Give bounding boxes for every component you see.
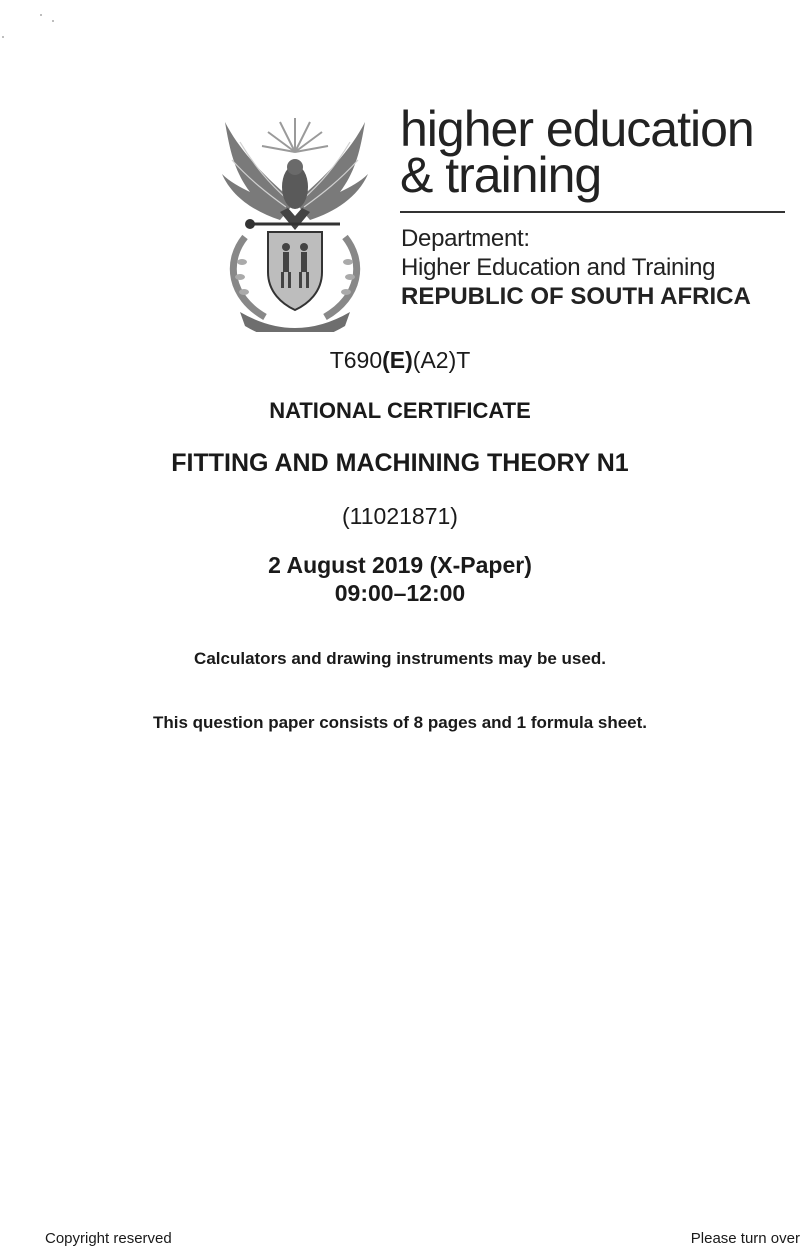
brand-divider xyxy=(400,211,785,213)
paper-code xyxy=(0,347,800,374)
brand-line-1: higher education xyxy=(400,101,754,157)
exam-date-block xyxy=(0,551,800,607)
coat-of-arms-icon xyxy=(210,112,380,332)
scan-speck xyxy=(52,20,54,22)
exam-time: 09:00–12:00 xyxy=(334,580,466,606)
copyright-footer: Copyright reserved xyxy=(45,1230,172,1247)
country-name: REPUBLIC OF SOUTH AFRICA xyxy=(401,283,751,310)
paper-code-prefix: T690 xyxy=(329,347,383,373)
exam-date: 2 August 2019 (X-Paper) xyxy=(268,552,532,578)
paper-code-suffix: (A2)T xyxy=(412,347,471,373)
pages-note: This question paper consists of 8 pages and 1 formula sheet. xyxy=(152,713,648,732)
department-block xyxy=(401,224,796,311)
subject-title: FITTING AND MACHINING THEORY N1 xyxy=(171,449,629,477)
brand-wordmark xyxy=(400,101,790,203)
department-label: Department: xyxy=(401,225,530,252)
department-name: Higher Education and Training xyxy=(401,254,716,281)
scan-speck xyxy=(40,14,42,16)
certificate-title: NATIONAL CERTIFICATE xyxy=(269,398,531,423)
calculators-note: Calculators and drawing instruments may be used. xyxy=(194,649,606,668)
turn-over-footer: Please turn over xyxy=(690,1230,800,1247)
scan-speck xyxy=(2,36,4,38)
paper-number: (11021871) xyxy=(342,503,458,529)
paper-code-language: (E) xyxy=(382,347,413,373)
coat-of-arms-logo xyxy=(210,112,380,332)
brand-line-2: & training xyxy=(400,147,602,203)
